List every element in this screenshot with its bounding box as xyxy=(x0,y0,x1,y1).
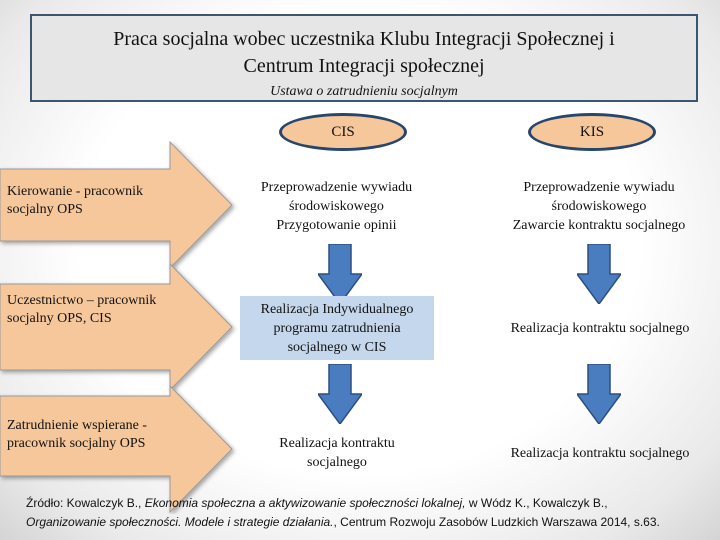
kis-row-1-line-1: Przeprowadzenie wywiadu xyxy=(523,179,675,195)
cis-row-1-line-2: środowiskowego xyxy=(289,198,384,214)
row-label-1: Kierowanie - pracownik socjalny OPS xyxy=(7,184,144,217)
cis-cell-row-2 xyxy=(240,296,434,360)
footnote-part-3: w Wódz K., Kowalczyk B., xyxy=(465,496,608,510)
title-line-1: Praca socjalna wobec uczestnika Klubu Integracji Społecznej i xyxy=(113,28,615,50)
slide-title xyxy=(32,26,696,80)
footnote-part-4: Organizowanie społeczności. Modele i strategie działania. xyxy=(26,515,334,529)
source-footnote xyxy=(26,494,716,532)
kis-row-1-line-3: Zawarcie kontraktu socjalnego xyxy=(512,217,686,233)
cis-row-3-line-1: Realizacja kontraktu xyxy=(279,436,395,451)
row-label-3: Zatrudnienie wspierane - pracownik socjalny OPS xyxy=(7,418,147,451)
row-label-2: Uczestnictwo – pracownik socjalny OPS, CIS xyxy=(7,293,157,326)
slide-subtitle: Ustawa o zatrudnieniu socjalnym xyxy=(270,84,458,99)
kis-row-1-line-2: środowiskowego xyxy=(551,198,647,214)
footnote-part-1: Źródło: Kowalczyk B., xyxy=(26,496,145,510)
title-box xyxy=(30,14,698,102)
kis-header: KIS xyxy=(528,113,656,151)
kis-cell-row-1 xyxy=(494,172,704,240)
cis-header: CIS xyxy=(279,113,407,151)
kis-cell-row-3 xyxy=(482,424,718,482)
kis-down-arrow-1 xyxy=(577,244,621,304)
footnote-part-5: , Centrum Rozwoju Zasobów Ludzkich Warszawa 2014, s.63. xyxy=(333,515,660,529)
kis-row-3-line-1: Realizacja kontraktu socjalnego xyxy=(510,445,690,461)
cis-row-1-line-1: Przeprowadzenie wywiadu xyxy=(260,179,413,195)
cis-row-1-line-3: Przygotowanie opinii xyxy=(276,217,397,233)
cis-row-2-line-3: socjalnego w CIS xyxy=(287,339,387,355)
cis-down-arrow-1 xyxy=(318,244,362,304)
cis-cell-row-1 xyxy=(238,172,435,240)
kis-cell-row-2 xyxy=(482,296,718,360)
cis-row-2-line-1: Realizacja Indywidualnego xyxy=(260,301,414,317)
title-line-2: Centrum Integracji społecznej xyxy=(243,55,485,77)
footnote-part-2: Ekonomia społeczna a aktywizowanie społeczności lokalnej, xyxy=(144,496,466,510)
kis-row-2-line-1: Realizacja kontraktu socjalnego xyxy=(510,320,690,336)
cis-row-2-line-2: programu zatrudnienia xyxy=(273,320,401,336)
cis-cell-row-3 xyxy=(240,424,434,482)
cis-row-3-line-2: socjalnego xyxy=(307,455,367,470)
kis-down-arrow-2 xyxy=(577,364,621,424)
cis-down-arrow-2 xyxy=(318,364,362,424)
